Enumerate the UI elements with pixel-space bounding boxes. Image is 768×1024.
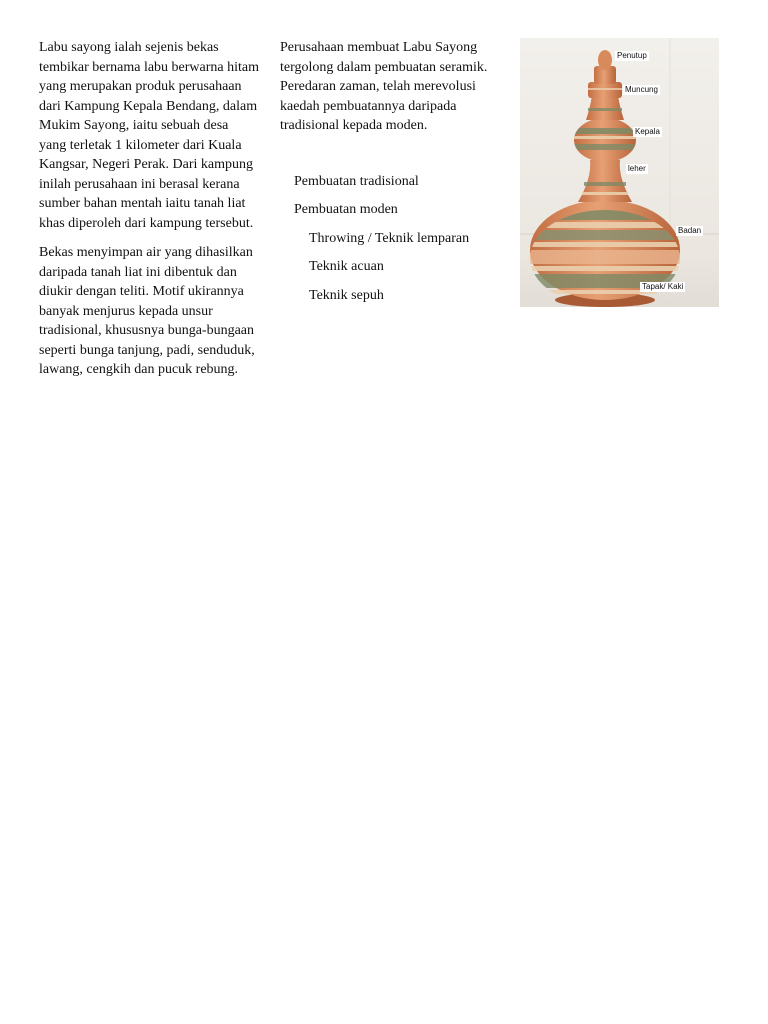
list-item-traditional: Pembuatan tradisional [294,173,419,189]
labu-sayong-illustration [520,38,719,307]
label-penutup: Penutup [617,51,647,60]
list-item-glaze: Teknik sepuh [309,287,384,303]
list-item-mould: Teknik acuan [309,259,384,274]
labu-sayong-figure [520,38,719,307]
paragraph-intro: Labu sayong ialah sejenis bekas tembikar bernama labu berwarna hitam yang merupakan produk perusahaan dari Kampung Kepala Bendang, dalam Mukim Sayong, iaitu sebuah desa yang terletak 1 kilometer dari Kuala Kangsar, Negeri Perak. Dari kampung inilah perusahaan ini berasal kerana sumber bahan mentah iaitu tanah liat khas diperoleh dari kampung tersebut. [39,40,260,231]
paragraph-methods: Perusahaan membuat Labu Sayong tergolong dalam pembuatan seramik. Peredaran zaman, telah merevolusi kaedah pembuatannya daripada tradisional kepada moden. [280,40,488,133]
list-item-throwing: Throwing / Teknik lemparan [309,230,470,246]
paragraph-motif: Bekas menyimpan air yang dihasilkan daripada tanah liat ini dibentuk dan diukir dengan teliti. Motif ukirannya banyak menjurus kepada unsur tradisional, khususnya bunga-bungaan seperti bunga tanjung, padi, senduduk, lawang, cengkih dan pucuk rebung. [39,245,255,377]
list-item-modern: Pembuatan moden [294,202,398,217]
label-leher: leher [628,164,646,173]
label-tapak: Tapak/ Kaki [642,282,684,291]
label-muncung: Muncung [625,85,658,94]
label-kepala: Kepala [635,127,660,136]
label-badan: Badan [678,226,702,235]
method-list [280,172,500,306]
left-column [39,38,259,390]
middle-column [280,38,500,314]
